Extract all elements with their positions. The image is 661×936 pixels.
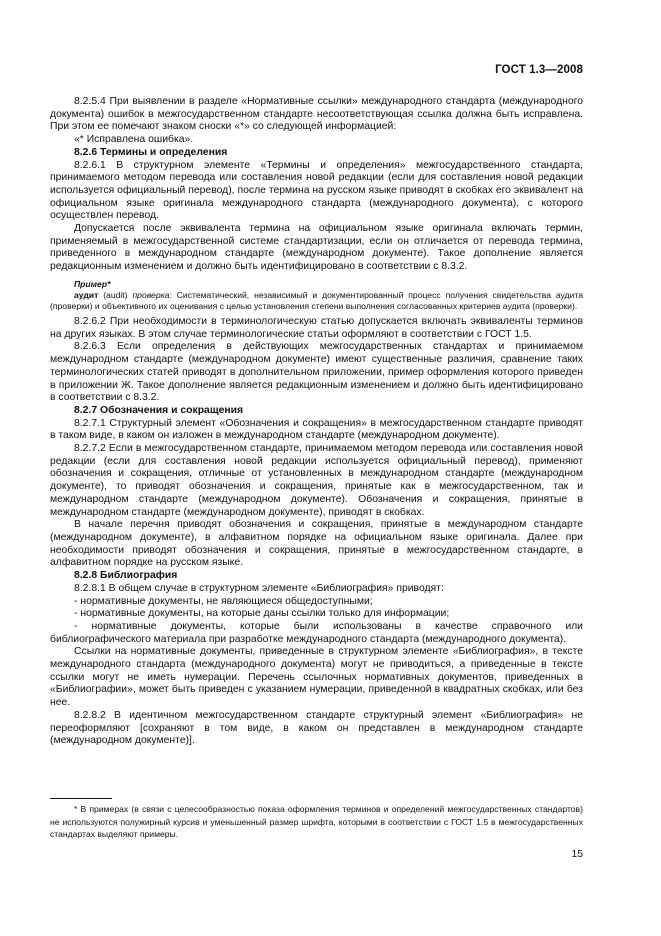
example-term-synonym: проверка: — [132, 289, 172, 300]
footnote-divider — [50, 798, 112, 799]
paragraph: 8.2.8.1 В общем случае в структурном элементе «Библиография» приводят: — [74, 582, 444, 594]
list-item: - нормативные документы, на которые даны ссылки только для информации; — [74, 608, 450, 620]
example-term: аудит — [74, 289, 99, 300]
section-heading: 8.2.7 Обозначения и сокращения — [74, 404, 244, 416]
example-title: Пример* — [74, 278, 111, 289]
example-term-language: (audit) — [98, 289, 133, 300]
example-term-definition: Систематический, независимый и документированный процесс получения свидетельства аудита (проверки) и объективного их оценивания с целью установления степени выполнения согласованных критериев аудита (проверки). — [50, 289, 583, 311]
paragraph: Ссылки на нормативные документы, приведенные в структурном элементе «Библиография», в тексте международного стандарта (международного документа) могут не приводиться, а приведенные в тексте ссылки могут не иметь нумерации. Перечень ссылочных нормативных документов, приведенных в «Библиографии», может быть приведен с указанием нумерации, приведенной в квадратных скобках, или без нее. — [50, 646, 583, 709]
paragraph: Допускается после эквивалента термина на официальном языке оригинала включать термин, применяемый в межгосударственной системе стандартизации, если он отличается от перевода термина, приведенного в международном стандарте (международном документе). Такое дополнение является редакционным изменением и должно быть идентифицировано в соответствии с 8.3.2. — [50, 223, 583, 273]
paragraph: 8.2.7.2 Если в межгосударственном стандарте, принимаемом методом перевода или составления новой редакции (если для составления новой редакции используется официальный перевод), применяют обозначения и сокращения, отличные от установленных в международном стандарте (международном документе), то приводят обозначения и сокращения, принятые как в межгосударственном, так и международном стандарте (международном документе). Обозначения и сокращения, принятые в международном стандарте (международном документе), приводят в скобках. — [50, 443, 583, 518]
page-number: 15 — [571, 849, 583, 860]
paragraph: 8.2.6.1 В структурном элементе «Термины и определения» межгосударственного стандарта, принимаемого методом перевода или составления новой редакции (если для составления новой редакции используется официальный перевод), после термина на русском языке приводят в скобках его эквивалент на официальном языке оригинала международного стандарта (международного документа), с которого осуществлен перевод. — [50, 159, 583, 222]
paragraph: 8.2.8.2 В идентичном межгосударственном стандарте структурный элемент «Библиография» не переоформляют [сохраняют в том виде, в каком он представлен в международном стандарте (международном документе)]. — [50, 709, 583, 747]
list-item: - нормативные документы, которые были использованы в качестве справочного или библиографического материала при разработке международного стандарта (международного документа). — [50, 620, 583, 645]
document-body — [50, 96, 583, 748]
paragraph: 8.2.6.2 При необходимости в терминологическую статью допускается включать эквиваленты терминов на других языках. В этом случае терминологические статьи оформляют в соответствии с ГОСТ 1.5. — [50, 316, 583, 340]
paragraph: 8.2.7.1 Структурный элемент «Обозначения и сокращения» в межгосударственном стандарте приводят в таком виде, в каком он изложен в международном стандарте (международном документе). — [50, 417, 583, 442]
section-heading: 8.2.8 Библиография — [74, 570, 178, 582]
paragraph: «* Исправлена ошибка». — [74, 134, 194, 146]
list-item: - нормативные документы, не являющиеся общедоступными; — [74, 595, 373, 607]
standard-header: ГОСТ 1.3—2008 — [495, 64, 583, 76]
paragraph: 8.2.5.4 При выявлении в разделе «Нормативные ссылки» международного стандарта (международного документа) ошибок в межгосударственном стандарте несоответствующая ссылка должна быть исправлена. При этом ее помечают знаком сноски «*» со следующей информацией: — [50, 96, 583, 133]
paragraph: 8.2.6.3 Если определения в действующих межгосударственных стандартах и принимаемом международном стандарте (международном документе) имеют существенные различия, сравнение таких терминологических статей приводят в дополнительном приложении, пример оформления которого приведен в приложении Ж. Такое дополнение является редакционным изменением и должно быть идентифицировано в соответствии с 8.3.2. — [50, 341, 583, 404]
footnote: * В примерах (в связи с целесообразностью показа оформления терминов и определений межгосударственных стандартов) не используются полужирный курсив и уменьшенный размер шрифта, которыми в соответствии с ГОСТ 1.5 в межгосударственных стандартах выделяют примеры. — [50, 804, 583, 839]
section-heading: 8.2.6 Термины и определения — [74, 146, 228, 158]
paragraph: В начале перечня приводят обозначения и сокращения, принятые в международном стандарте (международном документе), в алфавитном порядке на официальном языке оригинала. Далее при необходимости приводят обозначения и сокращения, принятые в межгосударственном стандарте, в алфавитном порядке на русском языке. — [50, 519, 583, 569]
example-term-entry — [50, 290, 583, 312]
